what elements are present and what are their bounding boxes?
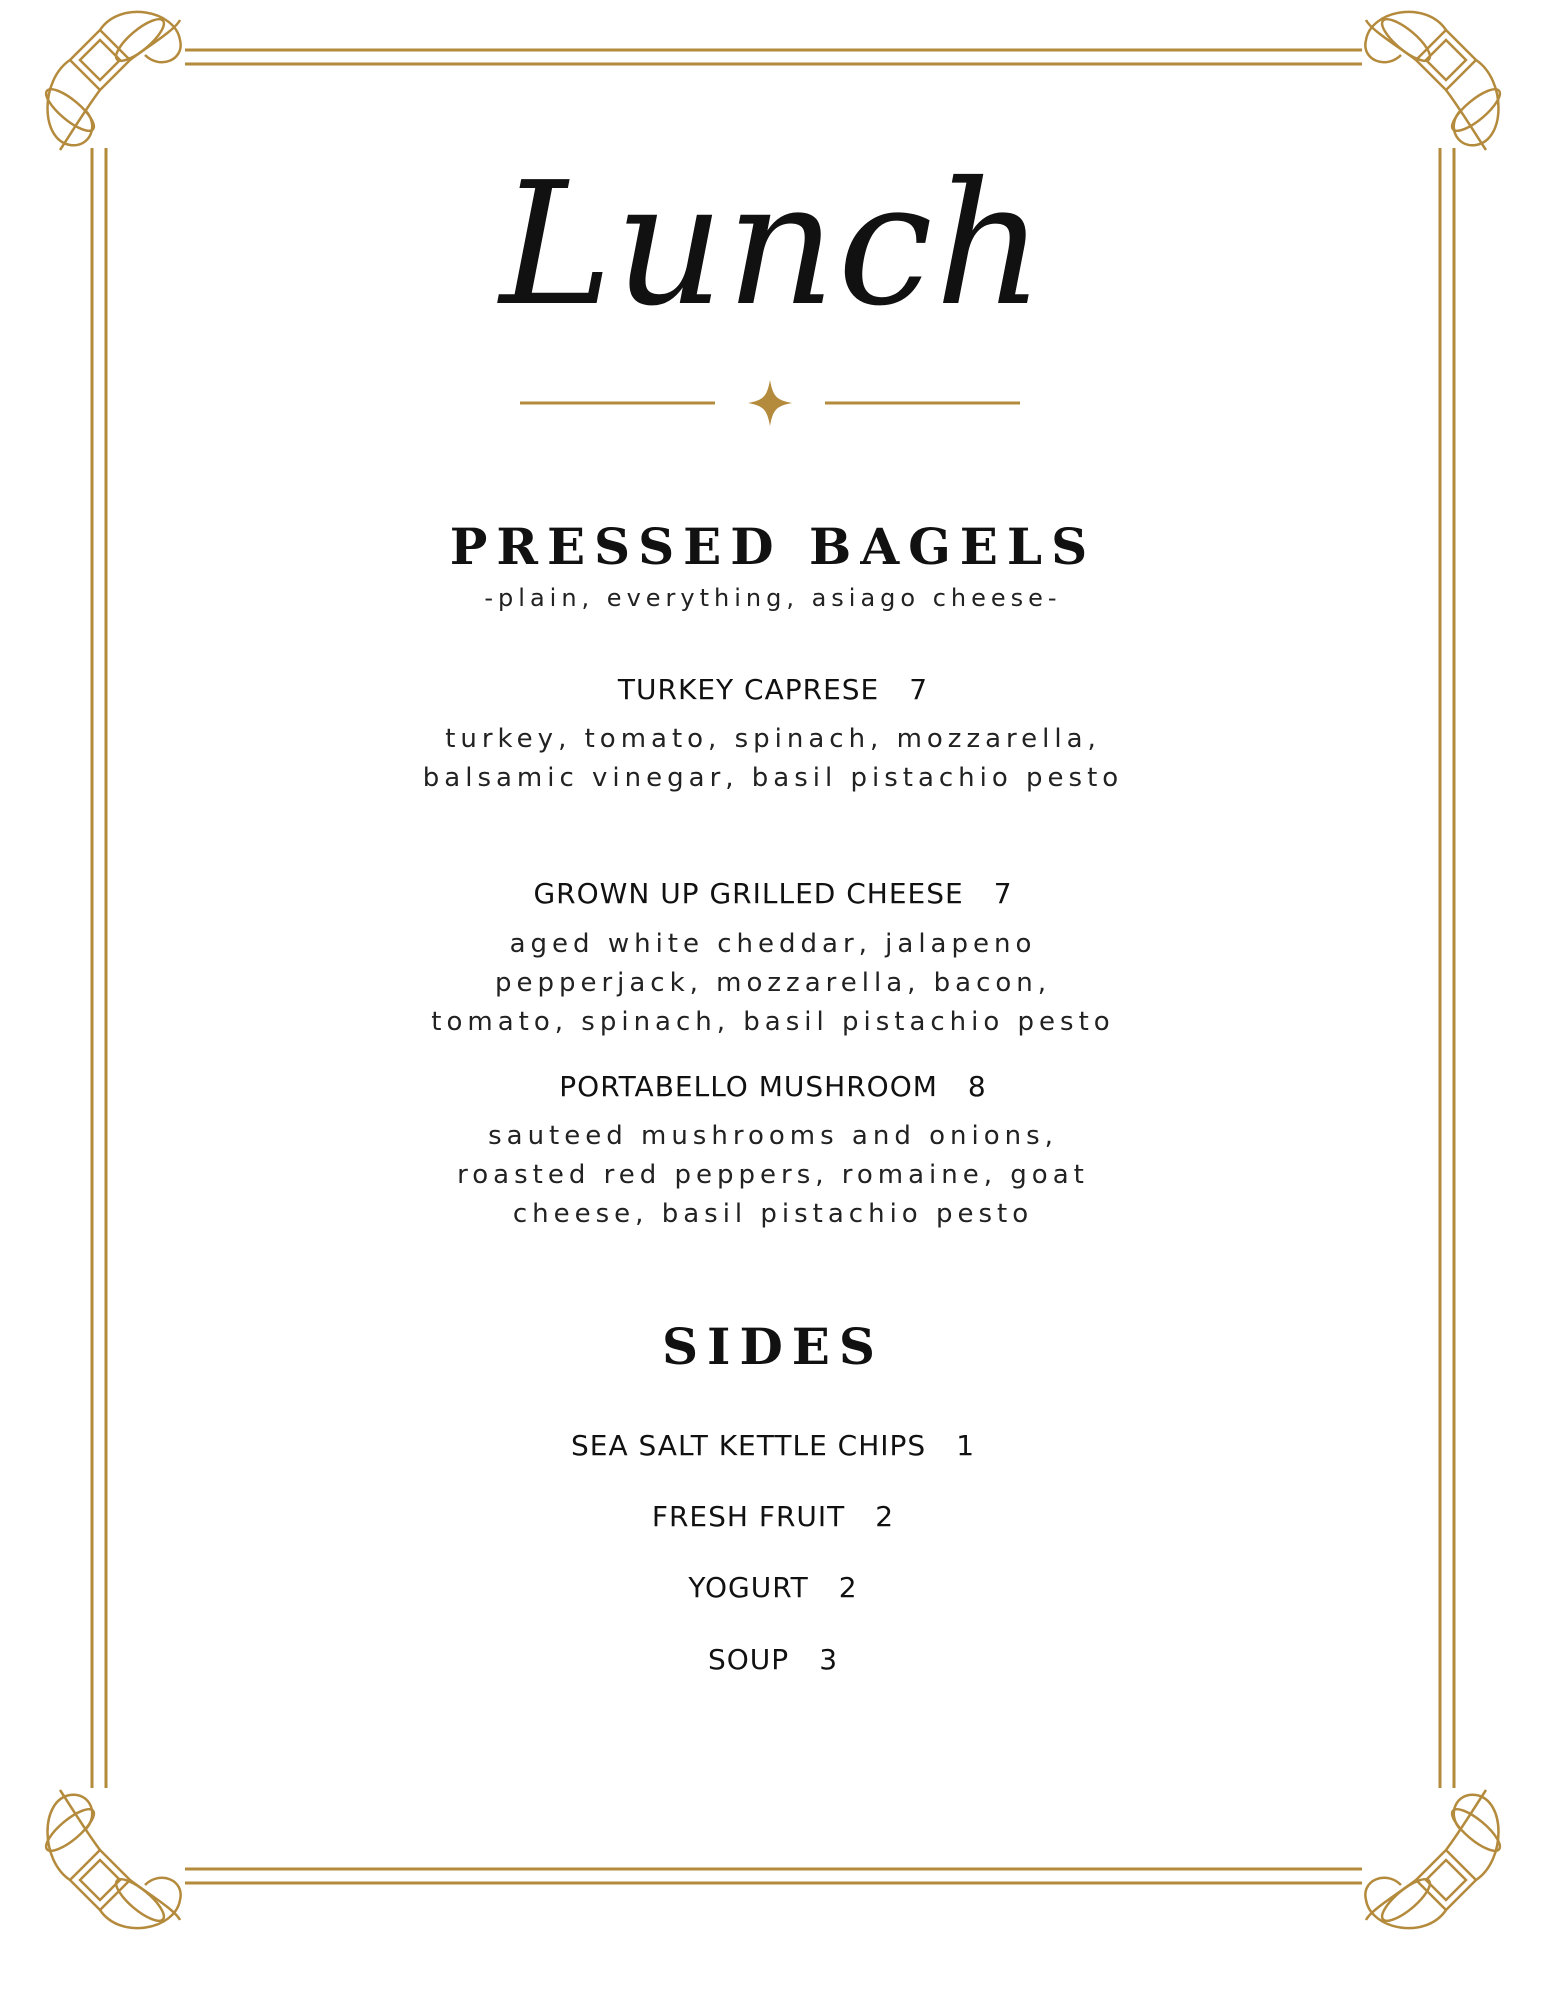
corner-ornament-top-left — [41, 12, 181, 150]
corner-ornament-top-right — [1365, 12, 1505, 150]
item-description-line: cheese, basil pistachio pesto — [512, 1199, 1034, 1229]
item-description-line: balsamic vinegar, basil pistachio pesto — [422, 763, 1124, 793]
item-price: 2 — [875, 1500, 895, 1533]
section-heading-sides: SIDES — [661, 1317, 885, 1376]
menu-item-turkey-caprese — [0, 673, 1546, 706]
menu-item-grown-up-grilled-cheese — [0, 877, 1546, 910]
star-icon — [748, 380, 792, 426]
item-name: GROWN UP GRILLED CHEESE — [533, 877, 964, 910]
item-name: SEA SALT KETTLE CHIPS — [570, 1429, 927, 1462]
item-price: 7 — [993, 877, 1013, 910]
item-description-line: tomato, spinach, basil pistachio pesto — [431, 1007, 1115, 1037]
item-price: 1 — [956, 1429, 976, 1462]
section-heading-pressed-bagels: PRESSED BAGELS — [449, 517, 1097, 576]
item-description-line: pepperjack, mozzarella, bacon, — [494, 968, 1052, 998]
item-description-line: sauteed mushrooms and onions, — [488, 1121, 1058, 1151]
item-name: PORTABELLO MUSHROOM — [559, 1070, 938, 1103]
item-name: TURKEY CAPRESE — [617, 673, 880, 706]
corner-ornament-bottom-right — [1365, 1790, 1505, 1928]
side-item-soup — [0, 1643, 1546, 1676]
side-item-yogurt — [0, 1571, 1546, 1604]
menu-title: Lunch — [499, 146, 1047, 344]
menu-item-portabello-mushroom — [0, 1070, 1546, 1103]
item-description-line: roasted red peppers, romaine, goat — [457, 1160, 1089, 1190]
item-price: 2 — [838, 1571, 858, 1604]
item-name: SOUP — [707, 1643, 790, 1676]
item-description-line: turkey, tomato, spinach, mozzarella, — [445, 724, 1101, 754]
corner-ornament-bottom-left — [41, 1790, 181, 1928]
side-item-fresh-fruit — [0, 1500, 1546, 1533]
section-subheading: -plain, everything, asiago cheese- — [484, 584, 1062, 612]
item-name: FRESH FRUIT — [651, 1500, 846, 1533]
side-item-sea-salt-kettle-chips — [0, 1429, 1546, 1462]
item-description-line: aged white cheddar, jalapeno — [509, 929, 1037, 959]
item-price: 3 — [819, 1643, 839, 1676]
star-divider — [520, 378, 1020, 428]
item-price: 7 — [909, 673, 929, 706]
item-price: 8 — [967, 1070, 987, 1103]
item-name: YOGURT — [688, 1571, 809, 1604]
